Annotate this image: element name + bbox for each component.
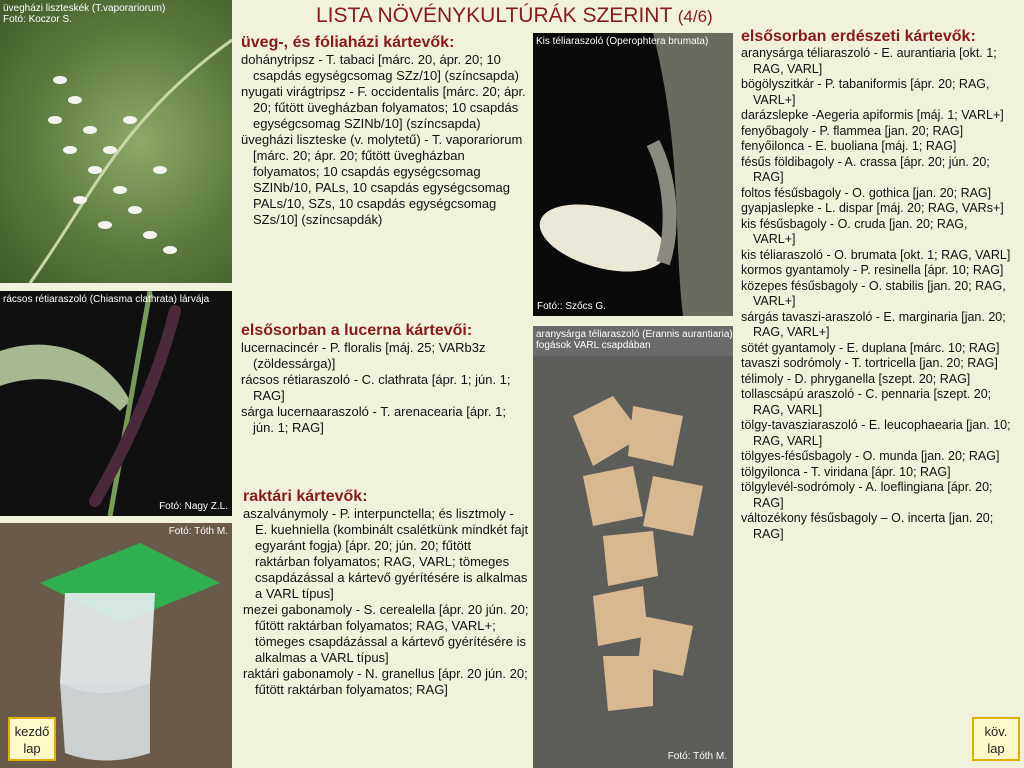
forestry-entry: közepes fésűsbagoly - O. stabilis [jan. 20; RAG, VARL+] (741, 278, 1006, 308)
section-forestry-heading: elsősorban erdészeti kártevők: (741, 28, 976, 45)
moth-graphic (533, 33, 733, 316)
forestry-entry: kis fésűsbagoly - O. cruda [jan. 20; RAG, VARL+] (741, 216, 968, 246)
forestry-list (741, 46, 1011, 542)
forestry-entry: gyapjaslepke - L. dispar [máj. 20; RAG, VARs+] (741, 201, 1004, 215)
forestry-entry: tollascsápú araszoló - C. pennaria [szept. 20; RAG, VARL] (741, 387, 992, 417)
home-button-line1: kezdő (14, 724, 50, 739)
whitefly-credit: Fotó: Koczor S. (3, 14, 72, 25)
page-title-main: LISTA NÖVÉNYKULTÚRÁK SZERINT (316, 4, 672, 27)
section-greenhouse-heading: üveg-, és fóliaházi kártevők: (241, 34, 455, 51)
entry-granellus: raktári gabonamoly - N. granellus [ápr. 20 jún. 20; fűtött raktárban folyamatos; RAG] (243, 666, 528, 697)
page-title (316, 4, 713, 28)
entry-arenacearia: sárga lucernaaraszoló - T. arenacearia [ápr. 1; jún. 1; RAG] (241, 404, 506, 435)
forestry-entry: tölgylevél-sodrómoly - A. loeflingiana [ápr. 20; RAG] (741, 480, 993, 510)
whitefly-caption: üvegházi liszteskék (T.vaporariorum) (3, 3, 166, 14)
next-button-line2: lap (987, 741, 1005, 756)
whitefly-graphic (0, 0, 232, 283)
text-column-1c (243, 488, 529, 698)
varl-credit: Fotó: Tóth M. (667, 751, 727, 762)
photo-larva (0, 291, 232, 516)
forestry-entry: tölgyilonca - T. viridana [ápr. 10; RAG] (741, 464, 951, 479)
forestry-entry: sötét gyantamoly - E. duplana [márc. 10; RAG] (741, 340, 1000, 355)
forestry-entry: tavaszi sodrómoly - T. tortricella [jan. 20; RAG] (741, 356, 998, 370)
home-button-line2: lap (23, 741, 41, 756)
next-page-button[interactable] (972, 717, 1020, 761)
text-column-1b (241, 322, 529, 436)
entry-interpunctella: aszalványmoly - P. interpunctella; és lisztmoly - E. kuehniella (kombinált csalétkünk mindkét fajt egyaránt fogja) [ápr. 20; jún. 20; fűtött raktárban folyamatos; RAG, VARL; tömeges csapdázással a kártevő gyérítésére is alkalmas a VARL típus] (243, 506, 529, 601)
text-column-1 (241, 34, 529, 228)
forestry-entry: fenyőbagoly - P. flammea [jan. 20; RAG] (741, 123, 964, 138)
forestry-entry: kis téliaraszoló - O. brumata [okt. 1; RAG, VARL] (741, 247, 1011, 262)
forestry-entry: télimoly - D. phryganella [szept. 20; RAG] (741, 371, 971, 386)
forestry-entry: fésűs földibagoly - A. crassa [ápr. 20; jún. 20; RAG] (741, 154, 990, 184)
forestry-entry: darázslepke -Aegeria apiformis [máj. 1; VARL+] (741, 108, 1004, 122)
moth-credit: Fotó:: Szőcs G. (537, 301, 606, 312)
page-number: (4/6) (677, 7, 713, 26)
entry-tabaci: dohánytripsz - T. tabaci [márc. 20, ápr. 20; 10 csapdás egységcsomag SZz/10] (színcsapda) (241, 52, 519, 83)
entry-vaporariorum: üvegházi liszteske (v. molytetű) - T. vaporariorum [márc. 20; ápr. 20; fűtött üvegházban folyamatos; 10 csapdás egységcsomag SZINb/10, PALs, 10 csapdás egységcsomag PALs/10, SZs, 10 csapdás egységcsomag SZs/10] (színcsapdák) (241, 132, 523, 227)
entry-floralis: lucernacincér - P. floralis [máj. 25; VARb3z (zöldessárga)] (241, 340, 486, 371)
home-page-button[interactable] (8, 717, 56, 761)
entry-clathrata: rácsos rétiaraszoló - C. clathrata [ápr. 1; jún. 1; RAG] (241, 372, 511, 403)
entry-occidentalis: nyugati virágtripsz - F. occidentalis [márc. 20; ápr. 20; fűtött üvegházban folyamatos; 10 csapdás egységcsomag SZINb/10] (színcsapda) (241, 84, 526, 131)
next-button-line1: köv. (984, 724, 1008, 739)
larva-graphic (0, 291, 232, 516)
forestry-entry: bögölyszitkár - P. tabaniformis [ápr. 20; RAG, VARL+] (741, 77, 990, 107)
varl-catch-graphic (533, 326, 733, 768)
photo-moth (533, 33, 733, 316)
varl-caption: aranysárga téliaraszoló (Erannis aurantiaria) fogások VARL csapdában (536, 329, 733, 351)
forestry-entry: aranysárga téliaraszoló - E. aurantiaria [okt. 1; RAG, VARL] (741, 46, 997, 76)
forestry-entry: kormos gyantamoly - P. resinella [ápr. 10; RAG] (741, 263, 1004, 277)
larva-caption: rácsos rétiaraszoló (Chiasma clathrata) lárvája (3, 294, 210, 305)
text-column-2 (741, 28, 1011, 542)
forestry-entry: sárgás tavaszi-araszoló - E. marginaria [jan. 20; RAG, VARL+] (741, 309, 1006, 339)
larva-credit: Fotó: Nagy Z.L. (159, 501, 228, 512)
trap-credit: Fotó: Tóth M. (168, 526, 228, 537)
section-lucerne-heading: elsősorban a lucerna kártevői: (241, 322, 473, 339)
forestry-entry: fenyőilonca - E. buoliana [máj. 1; RAG] (741, 139, 957, 153)
forestry-entry: változékony fésűsbagoly – O. incerta [jan. 20; RAG] (741, 511, 994, 541)
section-storage-heading: raktári kártevők: (243, 488, 368, 505)
forestry-entry: tölgy-tavasziaraszoló - E. leucophaearia [jan. 10; RAG, VARL] (741, 418, 1011, 448)
forestry-entry: tölgyes-fésűsbagoly - O. munda [jan. 20; RAG] (741, 449, 1000, 463)
entry-cerealella: mezei gabonamoly - S. cerealella [ápr. 20 jún. 20; fűtött raktárban folyamatos; RAG, VARL+; tömeges csapdázással a kártevő gyérítésére is alkalmas a VARL típus] (243, 602, 529, 665)
moth-caption: Kis téliaraszoló (Operophtera brumata) (536, 36, 709, 47)
photo-whitefly-leaf (0, 0, 232, 283)
photo-varl-catch (533, 326, 733, 768)
forestry-entry: foltos fésűsbagoly - O. gothica [jan. 20; RAG] (741, 185, 992, 200)
